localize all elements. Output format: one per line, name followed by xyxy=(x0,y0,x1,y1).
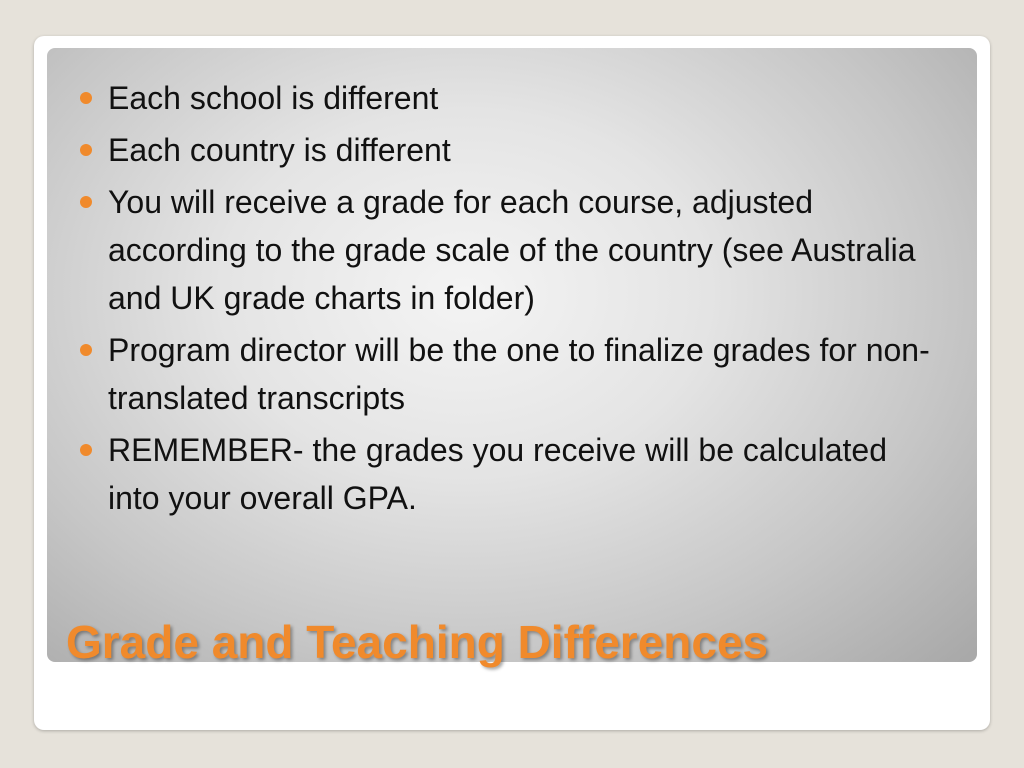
bullet-item xyxy=(80,326,940,422)
bullet-list xyxy=(80,74,940,526)
bullet-item xyxy=(80,74,940,122)
bullet-text: You will receive a grade for each course, adjusted according to the grade scale of the country (see Australia and UK grade charts in folder) xyxy=(108,184,916,316)
bullet-dot-icon xyxy=(80,196,92,208)
bullet-item xyxy=(80,178,940,322)
bullet-text: Each school is different xyxy=(108,80,439,116)
bullet-text: Each country is different xyxy=(108,132,451,168)
bullet-text: REMEMBER- the grades you receive will be calculated into your overall GPA. xyxy=(108,432,887,516)
bullet-item xyxy=(80,426,940,522)
bullet-dot-icon xyxy=(80,444,92,456)
bullet-dot-icon xyxy=(80,92,92,104)
bullet-item xyxy=(80,126,940,174)
bullet-dot-icon xyxy=(80,144,92,156)
slide-title: Grade and Teaching Differences xyxy=(66,616,769,668)
bullet-text: Program director will be the one to finalize grades for non-translated transcripts xyxy=(108,332,930,416)
bullet-dot-icon xyxy=(80,344,92,356)
